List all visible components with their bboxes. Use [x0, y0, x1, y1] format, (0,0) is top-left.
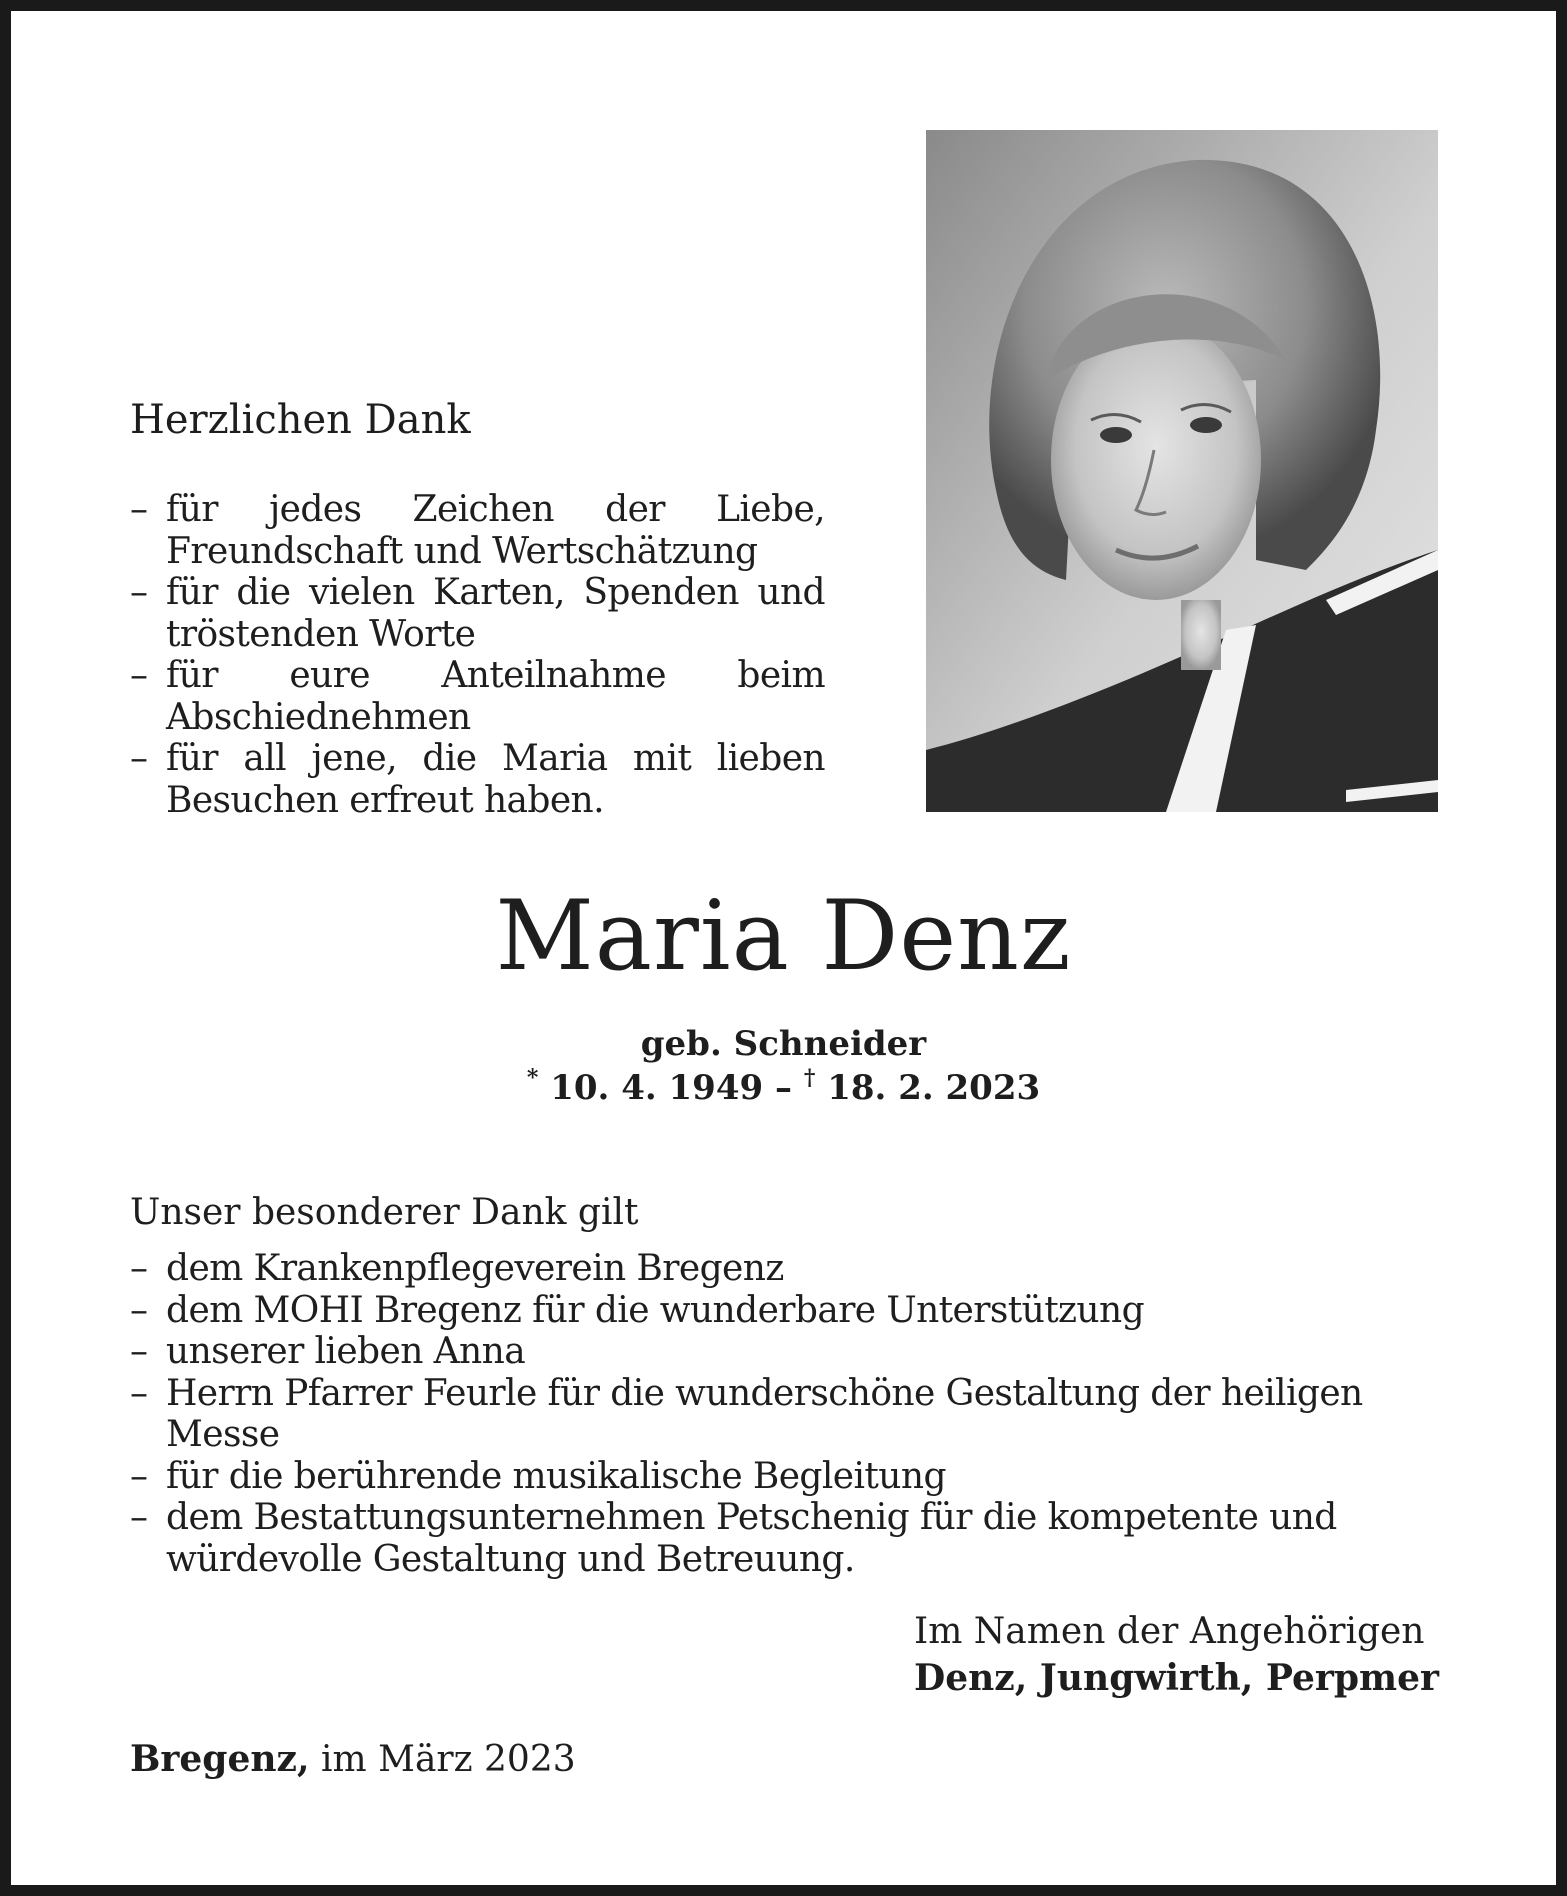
life-dates [11, 1067, 1556, 1109]
list-item [130, 1248, 1450, 1290]
bullet-dash: – [130, 1455, 148, 1497]
bullet-dash: – [130, 1289, 148, 1331]
deceased-name: Maria Denz [495, 880, 1072, 992]
date-separator: – [763, 1068, 804, 1108]
list-item [130, 489, 825, 572]
list-item-text: dem Krankenpflegeverein Bregenz [166, 1248, 784, 1289]
list-item [130, 572, 825, 655]
list-item-text: für jedes Zeichen der Liebe, Freundschaft und Wertschätzung [166, 489, 825, 572]
list-item [130, 1497, 1450, 1580]
bullet-dash: – [130, 1331, 148, 1372]
place: Bregenz, [130, 1738, 310, 1780]
death-date: 18. 2. 2023 [827, 1068, 1041, 1108]
family-names: Denz, Jungwirth, Perpmer [914, 1657, 1439, 1699]
special-thanks-heading: Unser besonderer Dank gilt [130, 1192, 639, 1233]
place-and-date [130, 1737, 576, 1782]
list-item [130, 655, 825, 738]
list-item-text: Herrn Pfarrer Feurle für die wunderschöne Gestaltung der heiligen Messe [166, 1372, 1363, 1455]
list-item-text: für die berührende musikalische Begleitung [166, 1455, 946, 1497]
bullet-dash: – [130, 489, 148, 530]
portrait-illustration [926, 130, 1438, 812]
signoff [914, 1609, 1439, 1701]
list-item-text: dem Bestattungsunternehmen Petschenig für die kompetente und würdevolle Gestaltung und Betreuung. [166, 1497, 1337, 1580]
birth-symbol: * [526, 1065, 539, 1091]
signoff-line: Im Namen der Angehörigen [914, 1611, 1425, 1652]
bullet-dash: – [130, 655, 148, 696]
list-item [130, 1331, 1450, 1373]
list-item [130, 1456, 1450, 1498]
bullet-dash: – [130, 1372, 148, 1414]
birth-date: 10. 4. 1949 [550, 1068, 764, 1108]
death-symbol: † [803, 1065, 816, 1091]
list-item-text: für die vielen Karten, Spenden und tröstenden Worte [166, 572, 825, 655]
bullet-dash: – [130, 738, 148, 779]
list-item-text: für all jene, die Maria mit lieben Besuchen erfreut haben. [166, 738, 825, 821]
list-item-text: unserer lieben Anna [166, 1331, 526, 1372]
bullet-dash: – [130, 572, 148, 613]
date: im März 2023 [320, 1739, 576, 1780]
portrait-photo [926, 130, 1438, 812]
list-item [130, 1290, 1450, 1332]
bullet-dash: – [130, 1248, 148, 1289]
list-item [130, 738, 825, 821]
list-item-text: für eure Anteilnahme beim Abschiednehmen [166, 655, 825, 738]
special-thanks-list [130, 1248, 1450, 1580]
list-item-text: dem MOHI Bregenz für die wunderbare Unterstützung [166, 1289, 1145, 1331]
birth-name: geb. Schneider [640, 1024, 927, 1064]
thanks-list [130, 489, 825, 821]
list-item [130, 1373, 1450, 1456]
bullet-dash: – [130, 1497, 148, 1538]
thanks-heading: Herzlichen Dank [130, 397, 471, 443]
